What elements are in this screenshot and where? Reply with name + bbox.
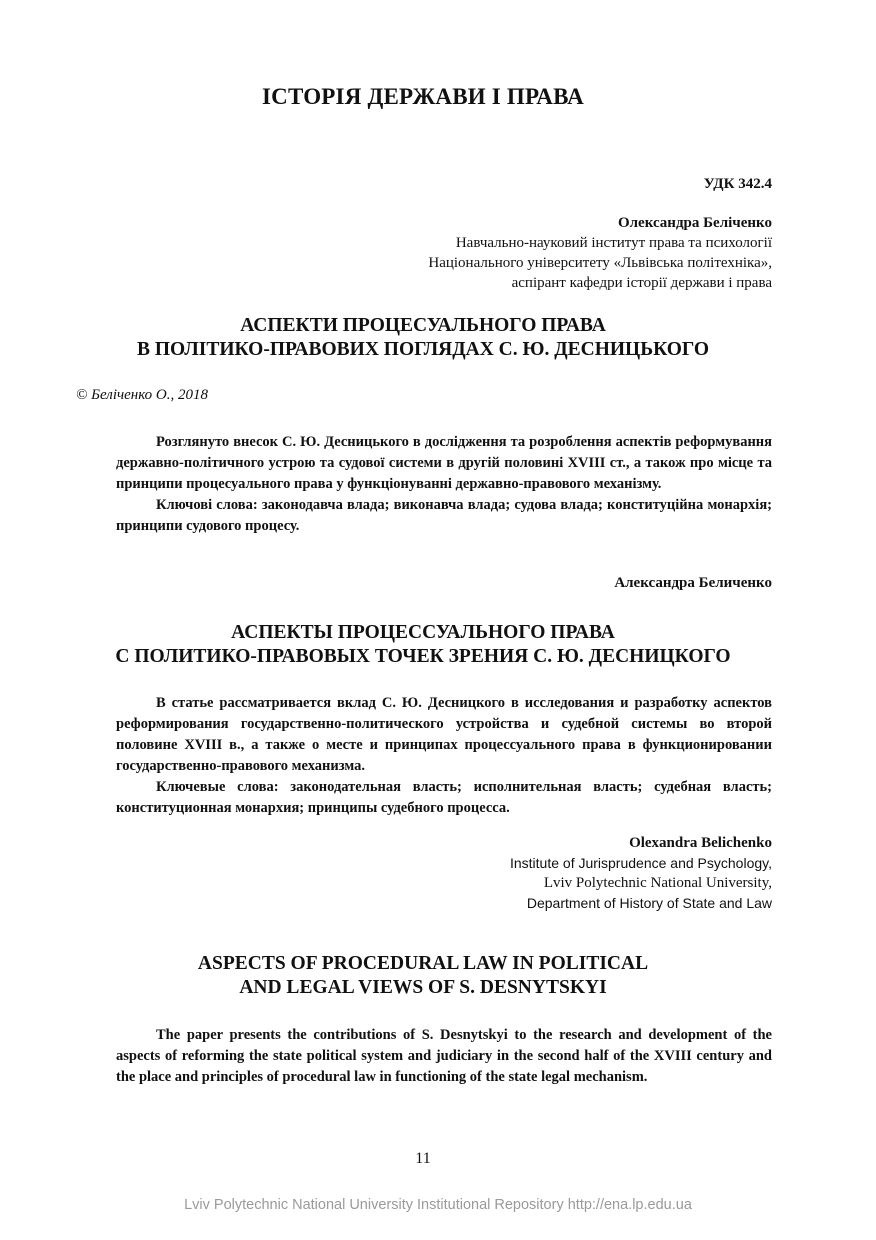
abstract-ru-text: В статье рассматривается вклад С. Ю. Десницкого в исследования и разработку аспектов реформирования государственно-политического устройства и судебной системы во второй половине XVIII в., а также о месте и принципах процессуального права в функционировании государственно-правового механизма. [116,695,772,774]
repository-footer: Lviv Polytechnic National University Institutional Repository http://ena.lp.edu.ua [184,1197,692,1213]
author-block-ua [428,213,772,293]
udc-code: УДК 342.4 [703,176,772,192]
abstract-en-text: The paper presents the contributions of S. Desnytskyi to the research and development of the aspects of reforming the state political system and judiciary in the second half of the XVIII century and the place and principles of procedural law in functioning of the state legal mechanism. [116,1027,772,1085]
abstract-ru [116,693,772,819]
author-name-ru: Александра Беличенко [614,575,772,591]
abstract-ua [116,432,772,537]
section-heading: ІСТОРІЯ ДЕРЖАВИ І ПРАВА [262,84,584,109]
title-ru-line-2: С ПОЛИТИКО-ПРАВОВЫХ ТОЧЕК ЗРЕНИЯ С. Ю. ДЕСНИЦКОГО [115,646,731,667]
abstract-en [116,1025,772,1088]
title-ru [0,621,846,669]
title-ua-line-2: В ПОЛІТИКО-ПРАВОВИХ ПОГЛЯДАХ С. Ю. ДЕСНИЦЬКОГО [136,339,710,360]
affiliation-line-en-1: Institute of Jurisprudence and Psychology, [509,855,772,871]
affiliation-line-en-2: Lviv Polytechnic National University, [543,875,772,891]
affiliation-line-ua-3: аспірант кафедри історії держави і права [511,275,772,291]
title-en-line-2: AND LEGAL VIEWS OF S. DESNYTSKYI [239,977,607,998]
keywords-ua: Ключові слова: законодавча влада; виконавча влада; судова влада; конституційна монархія; принципи судового процесу. [116,497,772,534]
author-name-en: Olexandra Belichenko [629,835,772,851]
title-en [0,952,846,1000]
keywords-ru: Ключевые слова: законодательная власть; исполнительная власть; судебная власть; конституционная монархия; принципы судебного процесса. [116,779,772,816]
abstract-ua-text: Розглянуто внесок С. Ю. Десницького в дослідження та розроблення аспектів реформування державно-політичного устрою та судової системи в другій половині XVIII ст., а також про місце та принципи процесуального права у функціонуванні державно-правового механізму. [116,434,772,492]
author-name-ua: Олександра Беліченко [617,215,772,231]
affiliation-line-ua-1: Навчально-науковий інститут права та психології [455,235,772,251]
page-number: 11 [415,1150,431,1167]
title-ua [0,314,846,362]
affiliation-line-ua-2: Національного університету «Львівська політехніка», [428,255,772,271]
affiliation-line-en-3: Department of History of State and Law [526,895,772,911]
copyright-notice: © Беліченко О., 2018 [76,387,209,403]
author-block-en [510,833,772,913]
title-en-line-1: ASPECTS OF PROCEDURAL LAW IN POLITICAL [197,953,649,974]
title-ua-line-1: АСПЕКТИ ПРОЦЕСУАЛЬНОГО ПРАВА [240,315,606,336]
title-ru-line-1: АСПЕКТЫ ПРОЦЕССУАЛЬНОГО ПРАВА [231,622,615,643]
